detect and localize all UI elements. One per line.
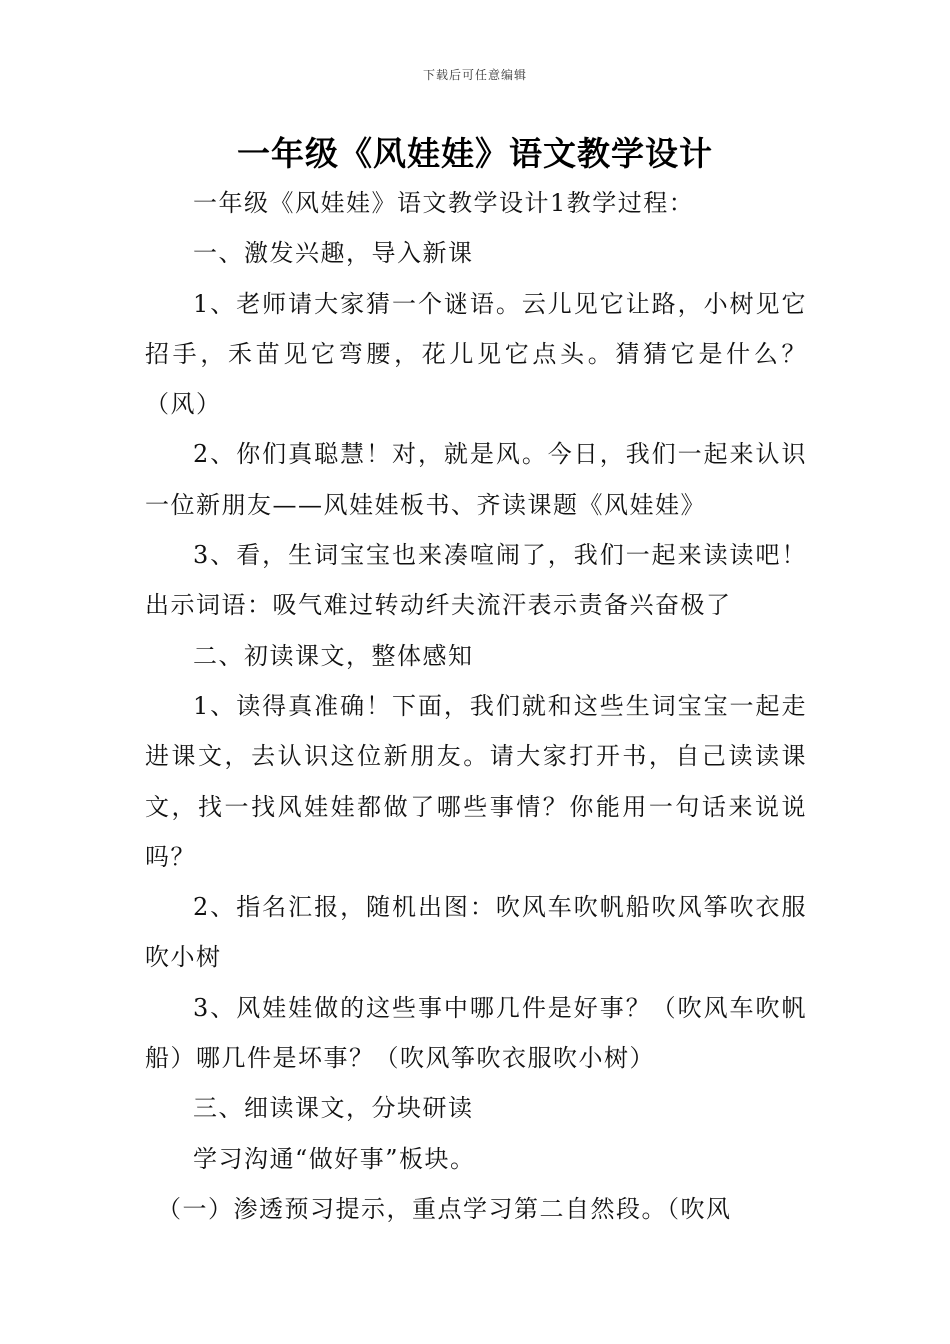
paragraph-good-deeds: 学习沟通“做好事”板块。 [193, 1144, 476, 1173]
document-body [145, 178, 807, 1234]
section-heading-2: 二、初读课文，整体感知 [193, 641, 474, 670]
section-heading-1: 一、激发兴趣，导入新课 [193, 239, 474, 268]
paragraph-good-bad: 3、风娃娃做的这些事中哪几件是好事？（吹风车吹帆船）哪几件是坏事？（吹风筝吹衣服吹小树） [145, 993, 807, 1073]
paragraph-intro: 一年级《风娃娃》语文教学设计1教学过程： [193, 189, 695, 217]
paragraph-read-text: 1、读得真准确！下面，我们就和这些生词宝宝一起走进课文，去认识这位新朋友。请大家打开书，自己读读课文，找一找风娃娃都做了哪些事情？你能用一句话来说说吗？ [145, 691, 807, 871]
document-title: 一年级《风娃娃》语文教学设计 [237, 134, 713, 173]
paragraph-report: 2、指名汇报，随机出图：吹风车吹帆船吹风筝吹衣服吹小树 [145, 893, 807, 972]
paragraph-riddle: 1、老师请大家猜一个谜语。云儿见它让路，小树见它招手，禾苗见它弯腰，花儿见它点头。猜猜它是什么？（风） [145, 289, 807, 419]
header-note: 下载后可任意编辑 [422, 68, 527, 82]
section-heading-3: 三、细读课文，分块研读 [193, 1094, 474, 1123]
paragraph-new-friend: 2、你们真聪慧！对，就是风。今日，我们一起来认识一位新朋友——风娃娃板书、齐读课题《风娃娃》 [145, 440, 807, 519]
paragraph-vocabulary: 3、看，生词宝宝也来凑喧闹了，我们一起来读读吧！出示词语：吸气难过转动纤夫流汗表示责备兴奋极了 [145, 541, 807, 620]
paragraph-preview: （一）渗透预习提示，重点学习第二自然段。（吹风 [157, 1194, 732, 1223]
